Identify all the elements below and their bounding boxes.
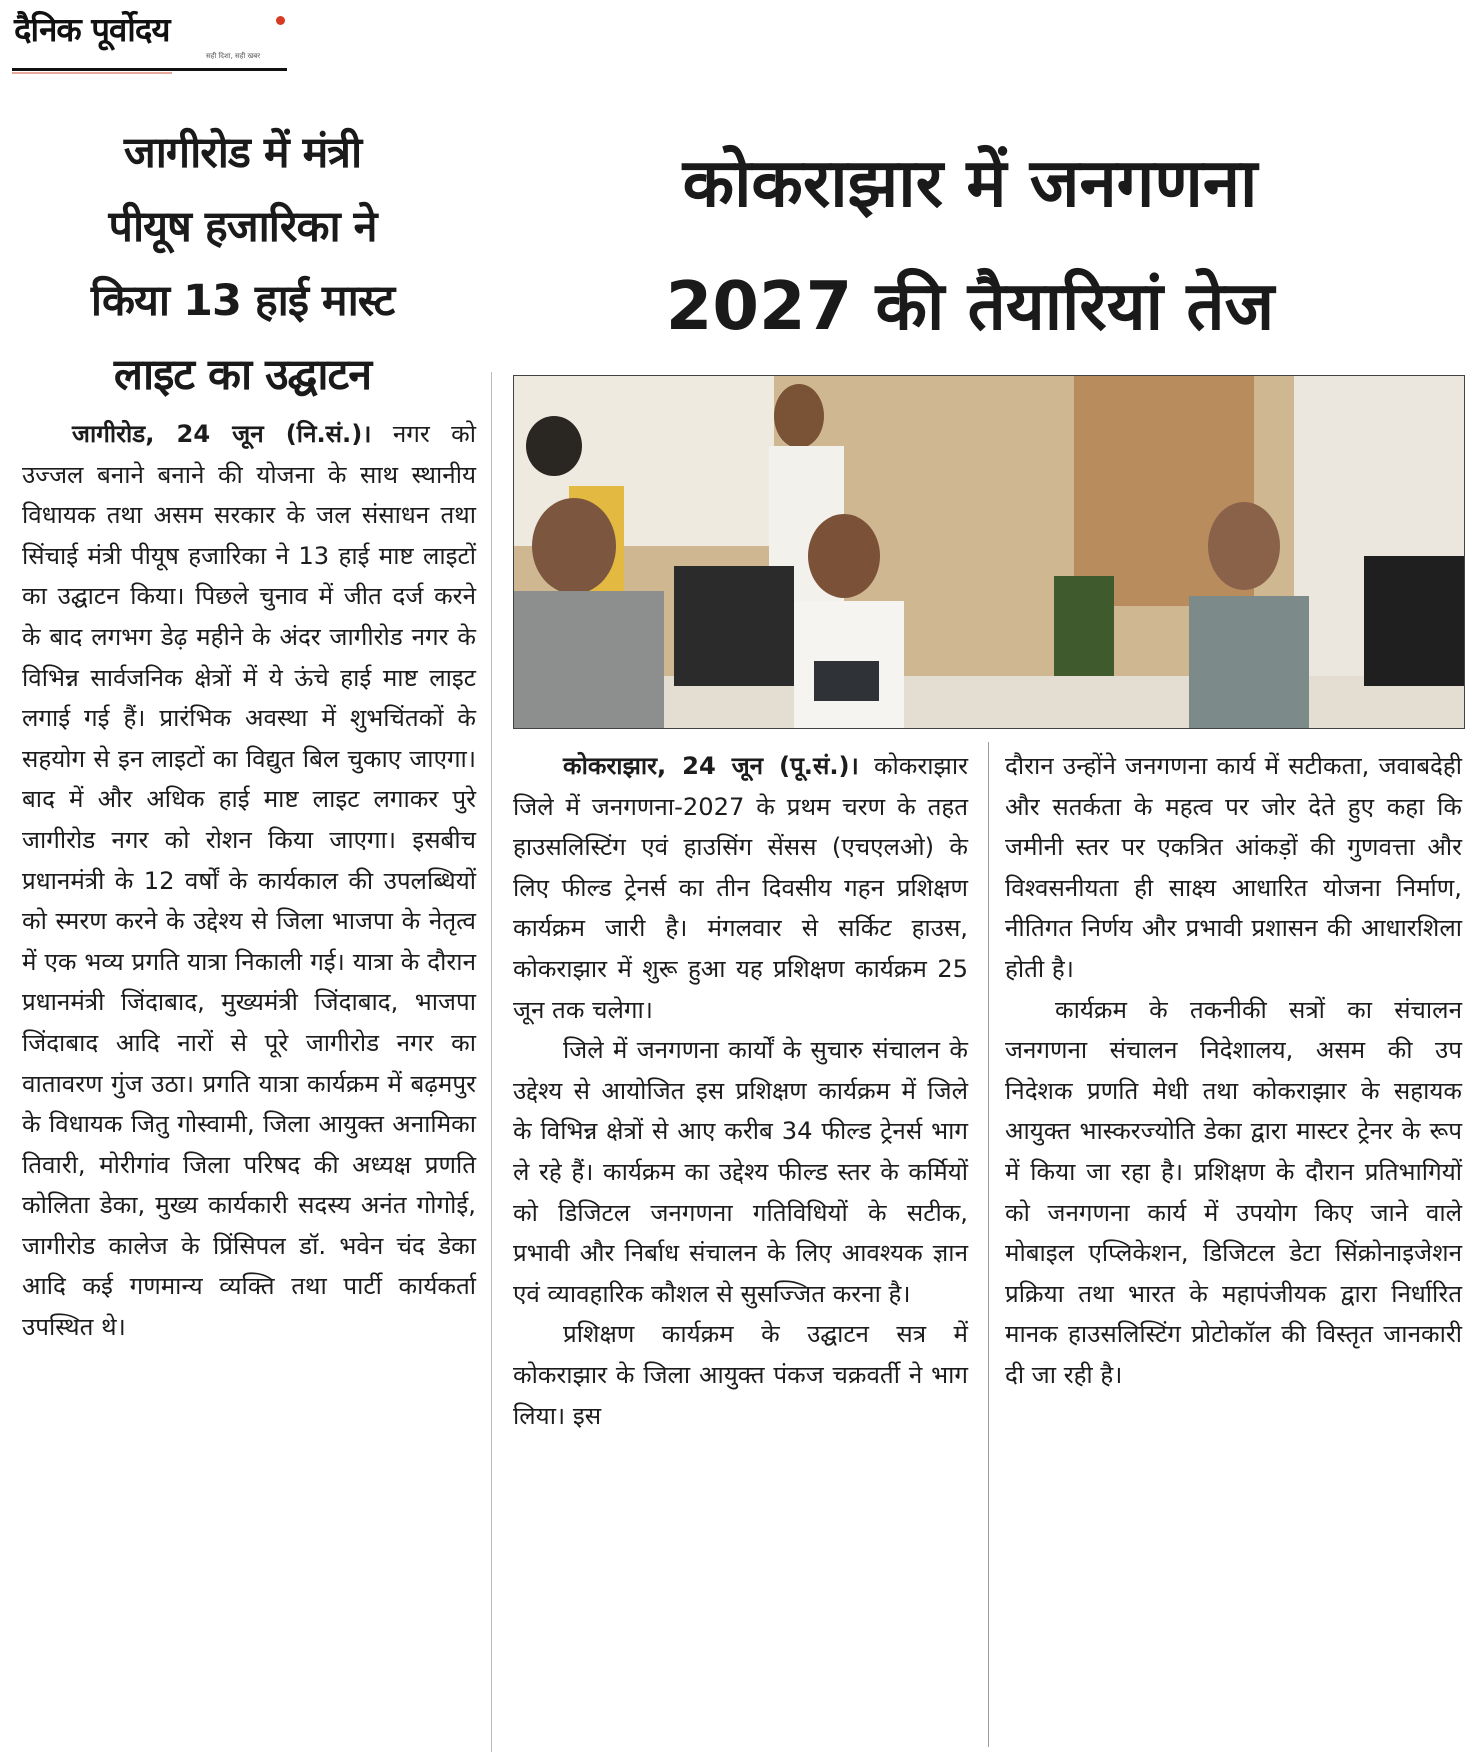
photo-illustration xyxy=(514,376,1464,728)
main-article-paragraph: जिले में जनगणना कार्यों के सुचारु संचालन के उद्देश्य से आयोजित इस प्रशिक्षण कार्यक्रम में जिले के विभिन्न क्षेत्रों से आए करीब 34 फील्ड ट्रेनर्स भाग ले रहे हैं। कार्यक्रम का उद्देश्य फील्ड स्तर के कर्मियों को डिजिटल जनगणना गतिविधियों के सटीक, प्रभावी और निर्बाध संचालन के लिए आवश्यक ज्ञान एवं व्यावहारिक कौशल से सुसज्जित करना है। xyxy=(513,1036,968,1308)
main-article-headline xyxy=(500,122,1440,368)
main-article-paragraph: कार्यक्रम के तकनीकी सत्रों का संचालन जनगणना संचालन निदेशालय, असम की उप निदेशक प्रणति मेधी तथा कोकराझार के सहायक आयुक्त भास्करज्योति डेका द्वारा मास्टर ट्रेनर के रूप में किया जा रहा है। प्रशिक्षण के दौरान प्रतिभागियों को जनगणना कार्य में उपयोग किए जाने वाले मोबाइल एप्लिकेशन, डिजिटल डेटा सिंक्रोनाइजेशन प्रक्रिया तथा भारत के महापंजीयक द्वारा निर्धारित मानक हाउसलिस्टिंग प्रोटोकॉल की विस्तृत जानकारी दी जा रही है। xyxy=(1005,995,1462,1389)
masthead-tagline: सही दिशा, सही खबर xyxy=(206,52,261,60)
main-article-paragraph: प्रशिक्षण कार्यक्रम के उद्घाटन सत्र में कोकराझार के जिला आयुक्त पंकज चक्रवर्ती ने भाग लिया। इस xyxy=(513,1320,968,1430)
left-headline-line: पीयूष हजारिका ने xyxy=(108,202,377,252)
main-headline-line: 2027 की तैयारियां तेज xyxy=(665,267,1275,345)
masthead xyxy=(12,6,287,74)
left-headline-line: लाइट का उद्घाटन xyxy=(113,350,372,400)
main-article-column-1 xyxy=(513,746,968,1436)
masthead-title: दैनिक पूर्वोदय xyxy=(14,10,170,49)
column-divider xyxy=(491,372,492,1752)
masthead-red-rule xyxy=(12,72,172,74)
main-article-paragraph: दौरान उन्होंने जनगणना कार्य में सटीकता, जवाबदेही और सतर्कता के महत्व पर जोर देते हुए कहा कि जमीनी स्तर पर एकत्रित आंकड़ों की गुणवत्ता और विश्वसनीयता ही साक्ष्य आधारित योजना निर्माण, नीतिगत निर्णय और प्रभावी प्रशासन की आधारशिला होती है। xyxy=(1005,752,1462,983)
main-article-dateline: कोकराझार, 24 जून (पू.सं.)। xyxy=(563,752,859,780)
left-article-body xyxy=(22,414,476,1348)
main-article-paragraph: कोकराझार जिले में जनगणना-2027 के प्रथम चरण के तहत हाउसलिस्टिंग एवं हाउसिंग सेंसस (एचएलओ) के लिए फील्ड ट्रेनर्स का तीन दिवसीय गहन प्रशिक्षण कार्यक्रम जारी है। मंगलवार से सर्किट हाउस, कोकराझार में शुरू हुआ यह प्रशिक्षण कार्यक्रम 25 जून तक चलेगा। xyxy=(513,752,968,1024)
masthead-logo-dot xyxy=(276,16,285,25)
main-article-column-2 xyxy=(1005,746,1462,1396)
column-divider xyxy=(988,742,989,1747)
main-headline-line: कोकराझार में जनगणना xyxy=(682,144,1258,222)
left-article-text: नगर को उज्जल बनाने बनाने की योजना के साथ स्थानीय विधायक तथा असम सरकार के जल संसाधन तथा सिंचाई मंत्री पीयूष हजारिका ने 13 हाई माष्ट लाइटों का उद्घाटन किया। पिछले चुनाव में जीत दर्ज करने के बाद लगभग डेढ़ महीने के अंदर जागीरोड नगर के विभिन्न सार्वजनिक क्षेत्रों में ये ऊंचे हाई माष्ट लाइट लगाई गई हैं। प्रारंभिक अवस्था में शुभचिंतकों के सहयोग से इन लाइटों का विद्युत बिल चुकाए जाएगा। बाद में और अधिक हाई माष्ट लाइट लगाकर पुरे जागीरोड नगर को रोशन किया जाएगा। इसबीच प्रधानमंत्री के 12 वर्षों के कार्यकाल की उपलब्धियों को स्मरण करने के उद्देश्य से जिला भाजपा के नेतृत्व में एक भव्य प्रगति यात्रा निकाली गई। यात्रा के दौरान प्रधानमंत्री जिंदाबाद, मुख्यमंत्री जिंदाबाद, भाजपा जिंदाबाद आदि नारों से पूरे जागीरोड नगर का वातावरण गुंज उठा। प्रगति यात्रा कार्यक्रम में बढ़मपुर के विधायक जितु गोस्वामी, जिला आयुक्त अनामिका तिवारी, मोरीगांव जिला परिषद की अध्यक्ष प्रणति कोलिता डेका, मुख्य कार्यकारी सदस्य अनंत गोगोई, जागीरोड कालेज के प्रिंसिपल डॉ. भवेन चंद डेका आदि कई गणमान्य व्यक्ति तथा पार्टी कार्यकर्ता उपस्थित थे। xyxy=(22,420,476,1342)
left-article-dateline: जागीरोड, 24 जून (नि.सं.)। xyxy=(72,420,372,448)
news-photo xyxy=(513,375,1465,729)
left-article-headline xyxy=(20,116,465,412)
left-headline-line: किया 13 हाई मास्ट xyxy=(90,276,395,326)
masthead-rule xyxy=(12,68,287,71)
left-headline-line: जागीरोड में मंत्री xyxy=(123,128,362,178)
